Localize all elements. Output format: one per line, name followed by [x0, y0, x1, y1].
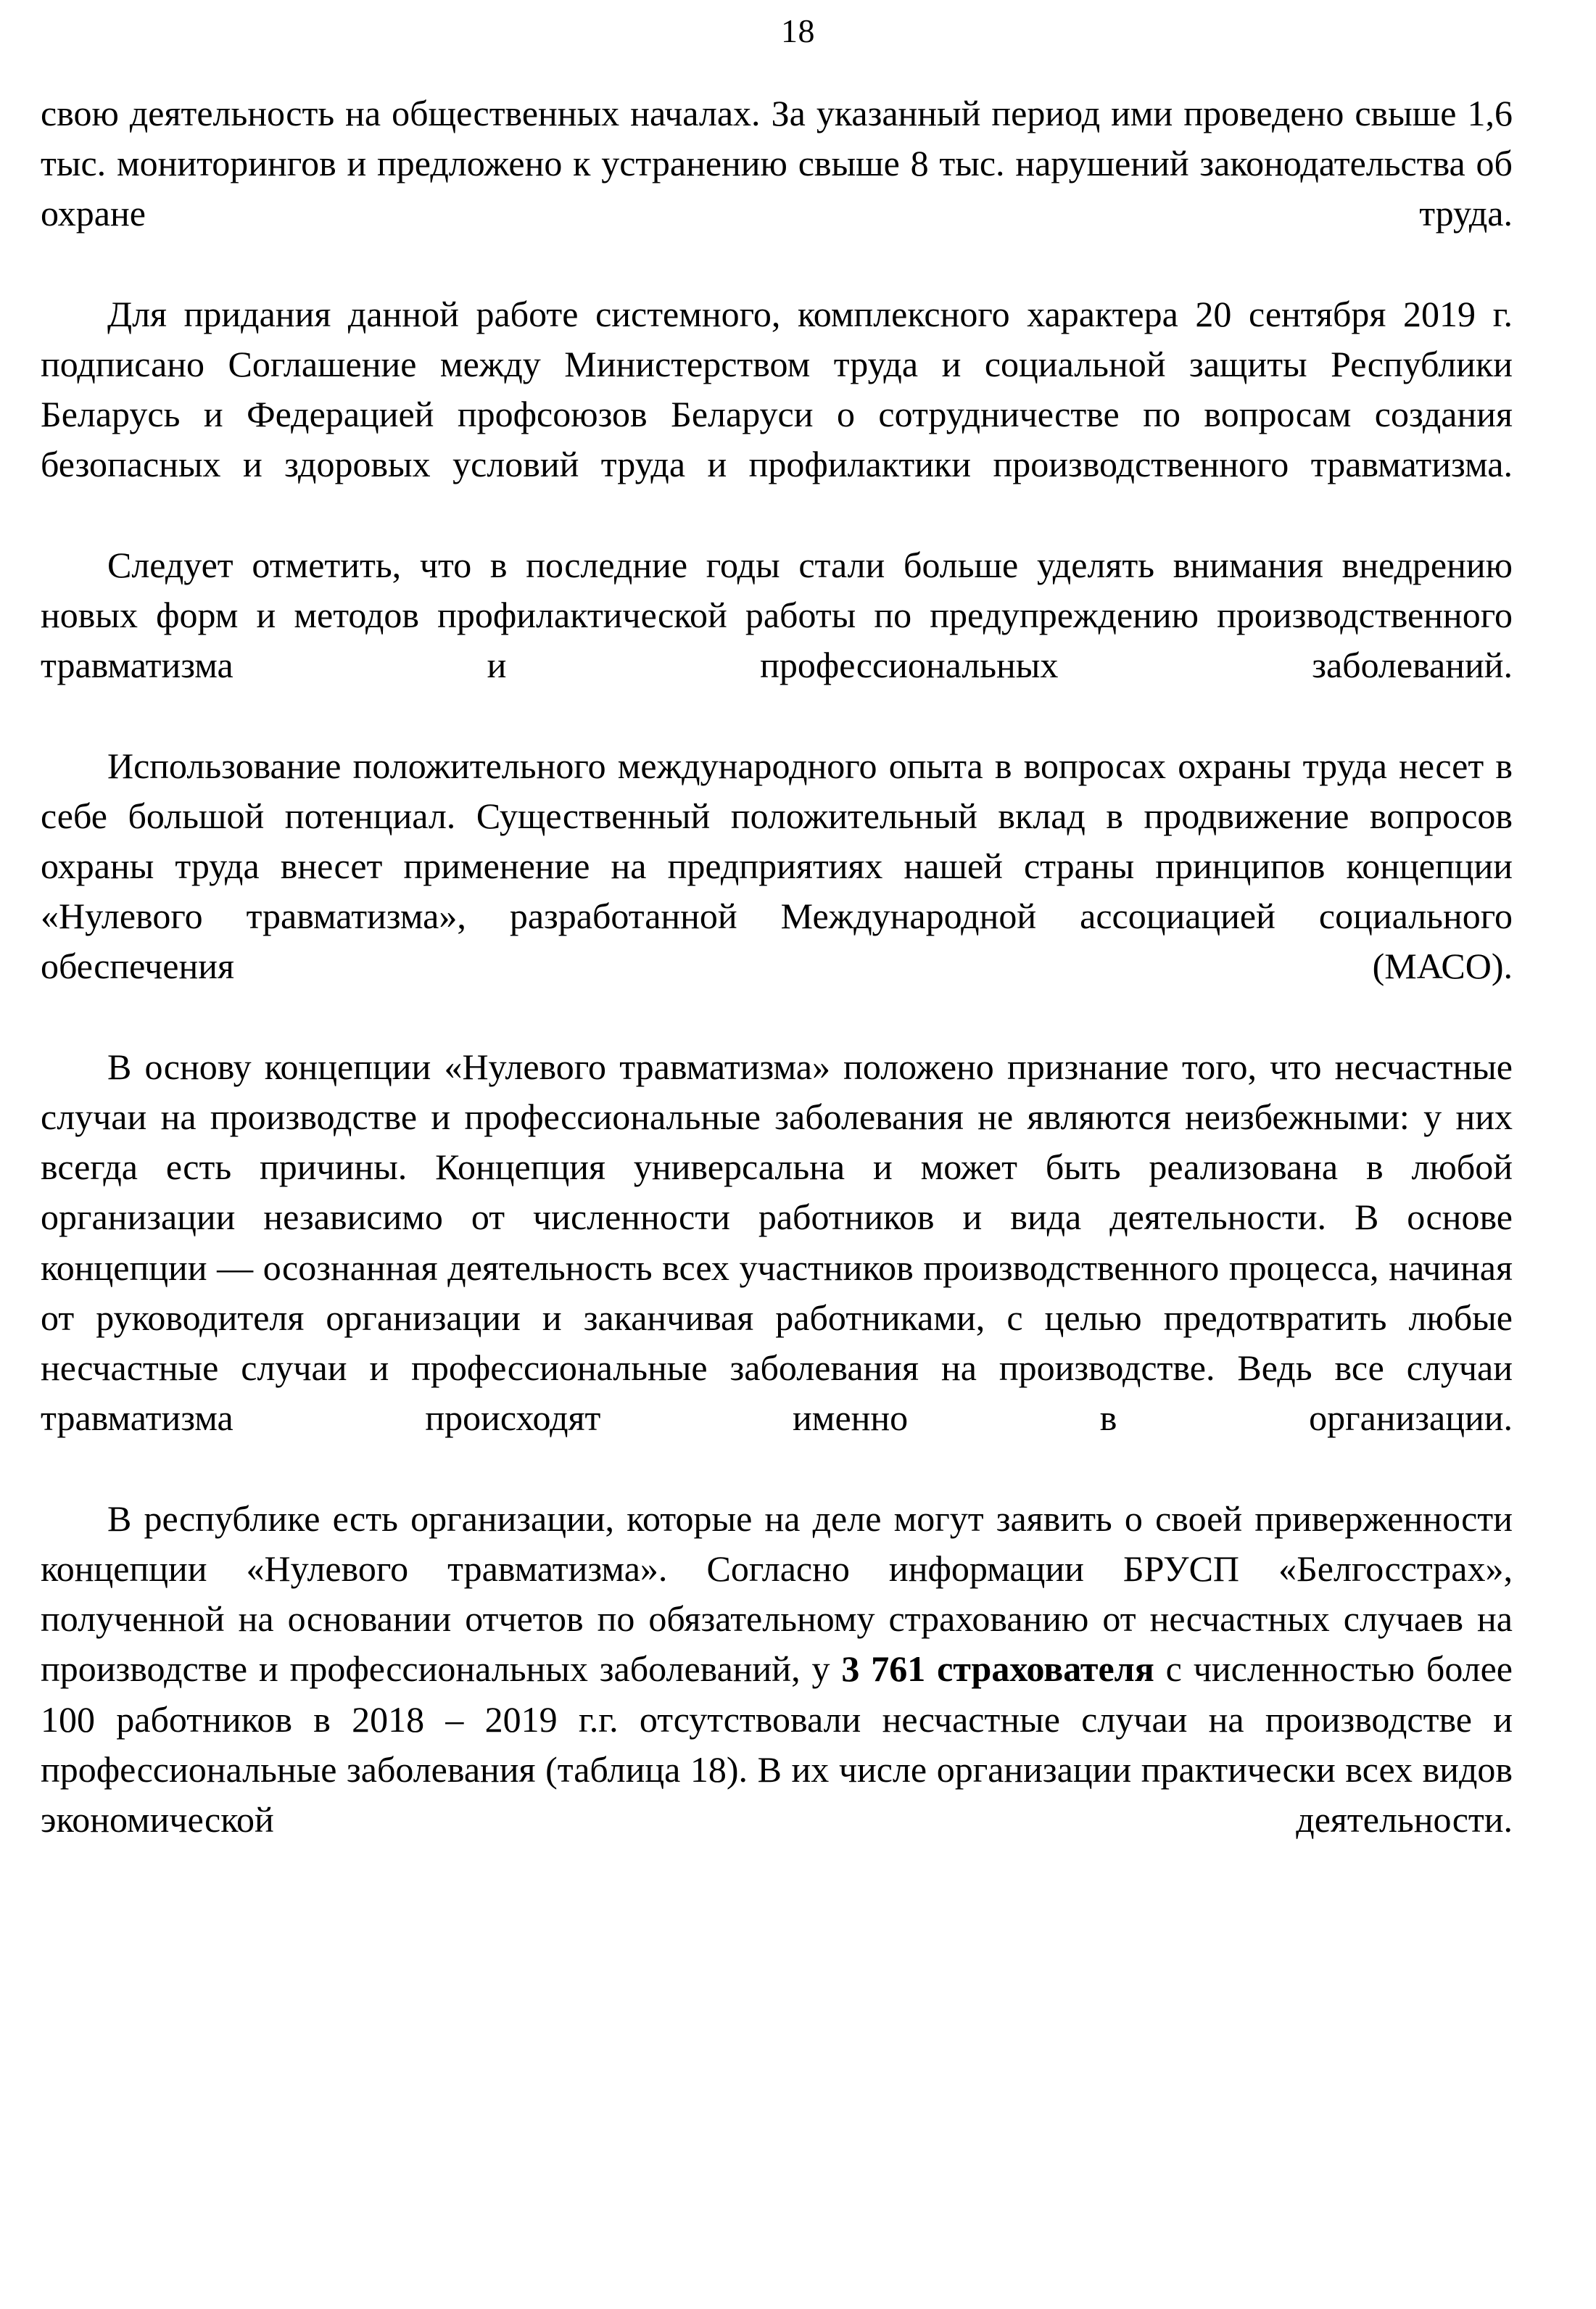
paragraph-6 [41, 1494, 1513, 1896]
document-body [41, 88, 1513, 1895]
paragraph-1: свою деятельность на общественных началах. За указанный период ими проведено свыше 1,6 тыс. мониторингов и предложено к устранению свыше 8 тыс. нарушений законодательства об охране труда. [41, 93, 1513, 234]
page-number: 18 [781, 12, 815, 49]
emphasis-run: 3 761 страхователя [841, 1648, 1154, 1690]
text-run: В республике есть организации, которые на деле могут заявить о своей приверженности концепции «Нулевого травматизма». Согласно информации БРУСП «Белгосстрах», полученной на основании отчетов по обязательному страхованию от несчастных случаев на производстве и профессиональных заболеваний, у [41, 1498, 1513, 1690]
paragraph-5: В основу концепции «Нулевого травматизма» положено признание того, что несчастные случаи на производстве и профессиональные заболевания не являются неизбежными: у них всегда есть причины. Концепция универсальна и может быть реализована в любой организации независимо от численности работников и вида деятельности. В основе концепции — осознанная деятельность всех участников производственного процесса, начиная от руководителя организации и заканчивая работниками, с целью предотвратить любые несчастные случаи и профессиональные заболевания на производстве. Ведь все случаи травматизма происходят именно в организации. [41, 1046, 1513, 1439]
paragraph-4: Использование положительного международного опыта в вопросах охраны труда несет в себе большой потенциал. Существенный положительный вклад в продвижение вопросов охраны труда внесет применение на предприятиях нашей страны принципов концепции «Нулевого травматизма», разработанной Международной ассоциацией социального обеспечения (МАСО). [41, 745, 1513, 987]
paragraph-3: Следует отметить, что в последние годы стали больше уделять внимания внедрению новых форм и методов профилактической работы по предупреждению производственного травматизма и профессиональных заболеваний. [41, 544, 1513, 686]
text-run: с численностью более 100 работников в 2018 – 2019 г.г. отсутствовали несчастные случаи на производстве и профессиональные заболевания (таблица 18). В их числе организации практически всех видов экономической деятельности. [41, 1648, 1513, 1840]
paragraph-2: Для придания данной работе системного, комплексного характера 20 сентября 2019 г. подписано Соглашение между Министерством труда и социальной защиты Республики Беларусь и Федерацией профсоюзов Беларуси о сотрудничестве по вопросам создания безопасных и здоровых условий труда и профилактики производственного травматизма. [41, 293, 1513, 485]
